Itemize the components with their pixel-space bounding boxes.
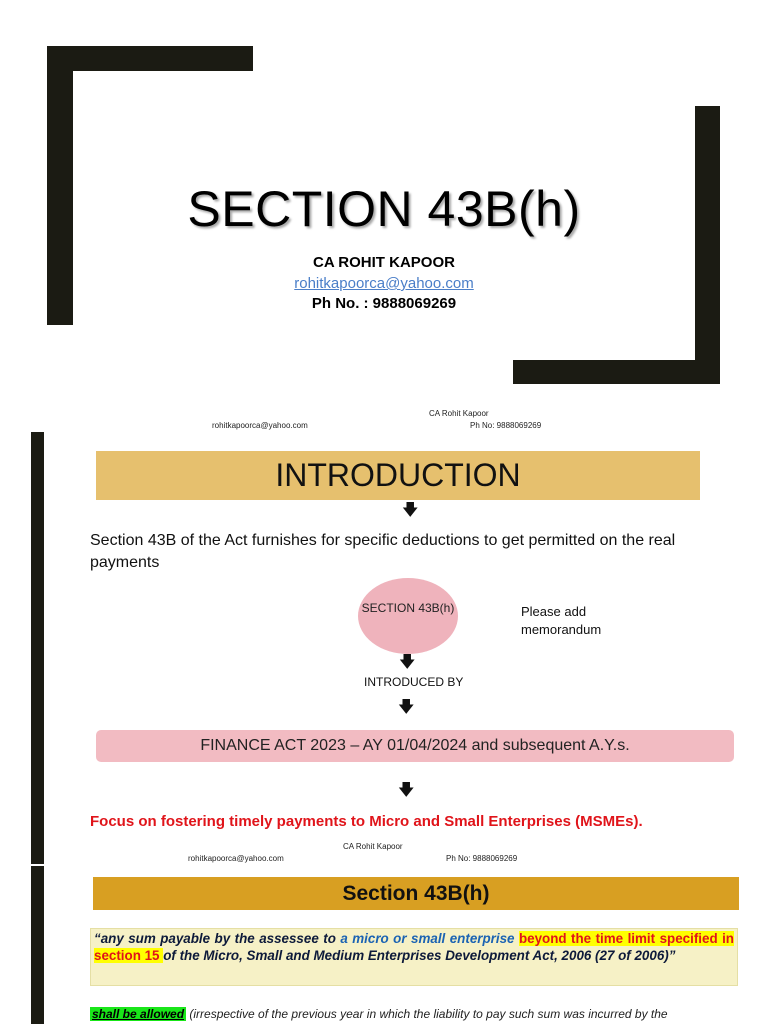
down-arrow-icon: 🡇 [399,654,416,671]
header-author: CA Rohit Kapoor [343,842,403,851]
frame-bottom-right-horizontal [513,360,720,384]
intro-text: Section 43B of the Act furnishes for specific deductions to get permitted on the real payments [90,532,676,571]
statute-quote [90,928,738,986]
quote-text: “any sum payable by the assessee to [94,931,341,946]
introduced-by-label: INTRODUCED BY [364,675,464,689]
focus-statement: Focus on fostering timely payments to Micro and Small Enterprises (MSMEs). [90,813,643,830]
finance-act-box: FINANCE ACT 2023 – AY 01/04/2024 and subsequent A.Y.s. [96,730,734,762]
down-arrow-icon: 🡇 [402,502,419,519]
slide-left-bar [31,866,44,1024]
section-heading: Section 43B(h) [93,877,739,910]
allowed-rest: (irrespective of the previous year in which the liability to pay such sum was incurred by the [186,1007,668,1021]
memo-note: Please add memorandum [521,604,602,637]
quote-highlight: beyond the time limit specified in section 15 [94,931,734,963]
allowed-clause [90,1005,750,1023]
presenter-phone: Ph No. : 9888069269 [311,295,457,312]
quote-text: of the Micro, Small and Medium Enterprises Development Act, 2006 (27 of 2006)” [163,948,676,963]
header-email: rohitkapoorca@yahoo.com [212,421,308,430]
allowed-highlight: shall be allowed [92,1007,185,1021]
down-arrow-icon: 🡇 [398,699,415,716]
frame-top-left-horizontal [47,46,253,71]
presenter-name: CA ROHIT KAPOOR [313,254,455,271]
down-arrow-icon: 🡇 [398,782,415,799]
frame-bottom-right-vertical [695,106,720,384]
slide-left-bar [31,432,44,864]
header-phone: Ph No: 9888069269 [470,421,542,430]
quote-enterprise-text: a micro or small enterprise [340,931,515,946]
header-phone: Ph No: 9888069269 [446,854,518,863]
header-author: CA Rohit Kapoor [429,409,489,418]
presentation-title: SECTION 43B(h) [187,181,581,237]
email-link[interactable]: rohitkapoorca@yahoo.com [294,275,474,292]
section-heading: INTRODUCTION [96,451,700,500]
header-email: rohitkapoorca@yahoo.com [188,854,284,863]
presenter-email [0,275,768,292]
section-ellipse: SECTION 43B(h) [358,578,458,654]
